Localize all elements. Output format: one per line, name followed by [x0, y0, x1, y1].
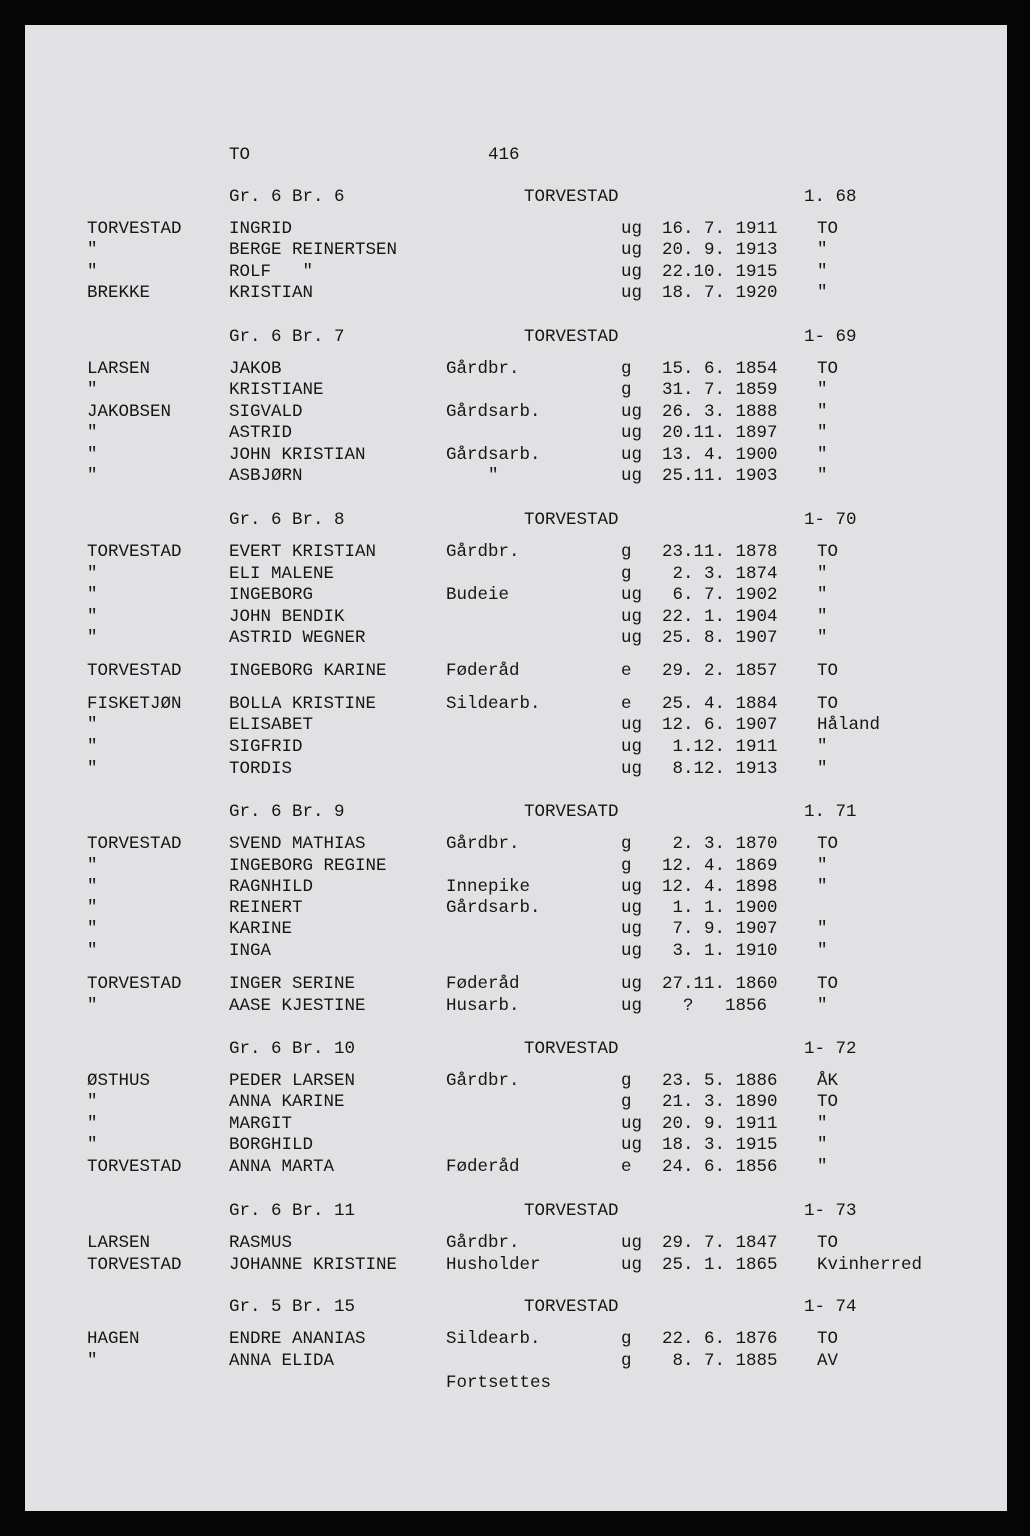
birth-date: 2. 3. 1870: [662, 834, 778, 854]
given-name: RASMUS: [229, 1233, 293, 1253]
birth-date: 16. 7. 1911: [662, 219, 778, 239]
occupation: Sildearb.: [446, 1329, 541, 1349]
status: ug: [621, 445, 643, 465]
occupation: Føderåd: [446, 661, 520, 681]
table-row: [25, 1070, 1007, 1092]
given-name: INGER SERINE: [229, 974, 356, 994]
given-name: SVEND MATHIAS: [229, 834, 366, 854]
birth-date: 22.10. 1915: [662, 262, 778, 282]
section-header: [25, 1038, 1007, 1060]
occupation: Gårdbr.: [446, 1071, 520, 1091]
birth-date: 20.11. 1897: [662, 423, 778, 443]
given-name: ANNA ELIDA: [229, 1351, 335, 1371]
birthplace: ": [817, 628, 828, 648]
birthplace: ": [817, 283, 828, 303]
status: ug: [621, 877, 643, 897]
table-row: [25, 940, 1007, 962]
birth-date: 18. 3. 1915: [662, 1135, 778, 1155]
given-name: JOHN KRISTIAN: [229, 445, 366, 465]
occupation: Føderåd: [446, 1157, 520, 1177]
birth-date: 27.11. 1860: [662, 974, 778, 994]
birth-date: 24. 6. 1856: [662, 1157, 778, 1177]
table-row: [25, 1134, 1007, 1156]
status: g: [621, 1071, 632, 1091]
birth-date: 1.12. 1911: [662, 737, 778, 757]
status: ug: [621, 974, 643, 994]
surname: ": [87, 380, 98, 400]
birthplace: ": [817, 423, 828, 443]
occupation: Innepike: [446, 877, 531, 897]
table-row: [25, 855, 1007, 877]
farm-place: TORVESTAD: [524, 1039, 619, 1059]
surname: TORVESTAD: [87, 974, 182, 994]
birthplace: TO: [817, 834, 839, 854]
birth-date: 26. 3. 1888: [662, 402, 778, 422]
table-row: [25, 758, 1007, 780]
table-row: [25, 627, 1007, 649]
status: ug: [621, 283, 643, 303]
status: ug: [621, 941, 643, 961]
surname: FISKETJØN: [87, 694, 182, 714]
given-name: JOHANNE KRISTINE: [229, 1255, 398, 1275]
table-row: [25, 693, 1007, 715]
given-name: KRISTIANE: [229, 380, 324, 400]
table-row: [25, 379, 1007, 401]
birth-date: 13. 4. 1900: [662, 445, 778, 465]
table-row: [25, 1113, 1007, 1135]
table-row: [25, 1350, 1007, 1372]
status: g: [621, 1351, 632, 1371]
given-name: INGA: [229, 941, 272, 961]
farm-reference: Gr. 6 Br. 10: [229, 1039, 356, 1059]
given-name: SIGFRID: [229, 737, 303, 757]
birthplace: ": [817, 607, 828, 627]
status: ug: [621, 240, 643, 260]
status: ug: [621, 219, 643, 239]
table-row: [25, 218, 1007, 240]
section-header: [25, 801, 1007, 823]
given-name: ROLF ": [229, 262, 314, 282]
surname: HAGEN: [87, 1329, 140, 1349]
status: ug: [621, 1114, 643, 1134]
status: ug: [621, 996, 643, 1016]
section-header: [25, 1200, 1007, 1222]
surname: ": [87, 423, 98, 443]
surname: TORVESTAD: [87, 834, 182, 854]
farm-place: TORVESTAD: [524, 187, 619, 207]
given-name: INGEBORG REGINE: [229, 856, 387, 876]
given-name: ANNA KARINE: [229, 1092, 345, 1112]
surname: ": [87, 564, 98, 584]
table-row: [25, 918, 1007, 940]
table-row: [25, 465, 1007, 487]
occupation: Budeie: [446, 585, 510, 605]
status: g: [621, 542, 632, 562]
surname: BREKKE: [87, 283, 151, 303]
birthplace: Kvinherred: [817, 1255, 923, 1275]
birthplace: ": [817, 402, 828, 422]
surname: ": [87, 996, 98, 1016]
table-row: [25, 606, 1007, 628]
birthplace: ": [817, 1135, 828, 1155]
birthplace: TO: [817, 974, 839, 994]
given-name: KRISTIAN: [229, 283, 314, 303]
birth-date: 20. 9. 1911: [662, 1114, 778, 1134]
status: g: [621, 1092, 632, 1112]
birth-date: 18. 7. 1920: [662, 283, 778, 303]
given-name: MARGIT: [229, 1114, 293, 1134]
status: ug: [621, 919, 643, 939]
birth-date: 1. 1. 1900: [662, 898, 778, 918]
status: g: [621, 380, 632, 400]
status: ug: [621, 628, 643, 648]
status: ug: [621, 898, 643, 918]
table-row: [25, 876, 1007, 898]
surname: ": [87, 856, 98, 876]
entry-number: 1. 71: [804, 802, 857, 822]
surname: ": [87, 877, 98, 897]
status: ug: [621, 1135, 643, 1155]
occupation: Husarb.: [446, 996, 520, 1016]
birthplace: ": [817, 466, 828, 486]
table-row: [25, 584, 1007, 606]
birthplace: Håland: [817, 715, 881, 735]
table-row: [25, 736, 1007, 758]
given-name: JOHN BENDIK: [229, 607, 345, 627]
status: ug: [621, 585, 643, 605]
birthplace: ": [817, 919, 828, 939]
given-name: BORGHILD: [229, 1135, 314, 1155]
birth-date: 12. 4. 1898: [662, 877, 778, 897]
occupation: Sildearb.: [446, 694, 541, 714]
given-name: ASTRID: [229, 423, 293, 443]
birth-date: 15. 6. 1854: [662, 359, 778, 379]
surname: ": [87, 628, 98, 648]
table-row: [25, 282, 1007, 304]
entry-number: 1- 69: [804, 327, 857, 347]
surname: ": [87, 1092, 98, 1112]
table-row: [25, 444, 1007, 466]
entry-number: 1- 70: [804, 510, 857, 530]
birthplace: TO: [817, 359, 839, 379]
birthplace: TO: [817, 1329, 839, 1349]
table-row: [25, 422, 1007, 444]
surname: ": [87, 466, 98, 486]
birth-date: ? 1856: [662, 996, 768, 1016]
table-row: [25, 401, 1007, 423]
table-row: [25, 833, 1007, 855]
entry-number: 1- 73: [804, 1201, 857, 1221]
birth-date: 29. 2. 1857: [662, 661, 778, 681]
section-header: [25, 326, 1007, 348]
entry-number: 1- 72: [804, 1039, 857, 1059]
given-name: ELISABET: [229, 715, 314, 735]
given-name: REINERT: [229, 898, 303, 918]
farm-reference: Gr. 6 Br. 11: [229, 1201, 356, 1221]
given-name: JAKOB: [229, 359, 282, 379]
birth-date: 22. 6. 1876: [662, 1329, 778, 1349]
birth-date: 25.11. 1903: [662, 466, 778, 486]
given-name: ENDRE ANANIAS: [229, 1329, 366, 1349]
status: g: [621, 564, 632, 584]
surname: ": [87, 445, 98, 465]
surname: ØSTHUS: [87, 1071, 151, 1091]
given-name: SIGVALD: [229, 402, 303, 422]
surname: ": [87, 585, 98, 605]
surname: TORVESTAD: [87, 661, 182, 681]
table-row: [25, 1328, 1007, 1350]
table-row: [25, 541, 1007, 563]
given-name: ASTRID WEGNER: [229, 628, 366, 648]
status: ug: [621, 1233, 643, 1253]
surname: ": [87, 607, 98, 627]
birthplace: ÅK: [817, 1071, 839, 1091]
given-name: TORDIS: [229, 759, 293, 779]
surname: TORVESTAD: [87, 542, 182, 562]
occupation: Gårdsarb.: [446, 402, 541, 422]
farm-place: TORVESTAD: [524, 1201, 619, 1221]
status: ug: [621, 715, 643, 735]
table-row: [25, 973, 1007, 995]
occupation: Gårdsarb.: [446, 445, 541, 465]
surname: ": [87, 1114, 98, 1134]
birth-date: 25. 8. 1907: [662, 628, 778, 648]
status: e: [621, 694, 632, 714]
birthplace: ": [817, 262, 828, 282]
birthplace: AV: [817, 1351, 839, 1371]
birthplace: ": [817, 1157, 828, 1177]
birth-date: 3. 1. 1910: [662, 941, 778, 961]
surname: ": [87, 919, 98, 939]
birth-date: 7. 9. 1907: [662, 919, 778, 939]
surname: ": [87, 715, 98, 735]
given-name: INGEBORG KARINE: [229, 661, 387, 681]
status: e: [621, 1157, 632, 1177]
surname: ": [87, 262, 98, 282]
occupation: Husholder: [446, 1255, 541, 1275]
occupation: Gårdbr.: [446, 542, 520, 562]
table-row: [25, 1091, 1007, 1113]
birthplace: TO: [817, 661, 839, 681]
given-name: RAGNHILD: [229, 877, 314, 897]
given-name: AASE KJESTINE: [229, 996, 366, 1016]
given-name: ANNA MARTA: [229, 1157, 335, 1177]
entry-number: 1. 68: [804, 187, 857, 207]
given-name: INGRID: [229, 219, 293, 239]
surname: ": [87, 1135, 98, 1155]
table-row: [25, 714, 1007, 736]
status: g: [621, 834, 632, 854]
birthplace: ": [817, 941, 828, 961]
farm-reference: Gr. 6 Br. 7: [229, 327, 345, 347]
table-row: [25, 261, 1007, 283]
farm-reference: Gr. 6 Br. 8: [229, 510, 345, 530]
table-row: [25, 897, 1007, 919]
birth-date: 25. 1. 1865: [662, 1255, 778, 1275]
given-name: KARINE: [229, 919, 293, 939]
register-content: [25, 25, 1007, 1511]
birthplace: ": [817, 737, 828, 757]
given-name: EVERT KRISTIAN: [229, 542, 377, 562]
birthplace: TO: [817, 1092, 839, 1112]
birth-date: 12. 6. 1907: [662, 715, 778, 735]
footer-text: Fortsettes: [446, 1373, 552, 1393]
section-header: [25, 509, 1007, 531]
birth-date: 20. 9. 1913: [662, 240, 778, 260]
page-number: 416: [488, 145, 520, 165]
birthplace: ": [817, 240, 828, 260]
occupation: Gårdbr.: [446, 359, 520, 379]
birth-date: 25. 4. 1884: [662, 694, 778, 714]
table-row: [25, 358, 1007, 380]
birth-date: 6. 7. 1902: [662, 585, 778, 605]
birth-date: 23. 5. 1886: [662, 1071, 778, 1091]
status: e: [621, 661, 632, 681]
status: g: [621, 856, 632, 876]
birthplace: ": [817, 380, 828, 400]
section-header: [25, 186, 1007, 208]
given-name: INGEBORG: [229, 585, 314, 605]
occupation: Gårdbr.: [446, 1233, 520, 1253]
surname: LARSEN: [87, 1233, 151, 1253]
birthplace: ": [817, 585, 828, 605]
table-row: [25, 660, 1007, 682]
surname: ": [87, 941, 98, 961]
document-page: [25, 25, 1007, 1511]
birth-date: 8. 7. 1885: [662, 1351, 778, 1371]
birthplace: TO: [817, 694, 839, 714]
occupation: ": [446, 466, 499, 486]
occupation: Føderåd: [446, 974, 520, 994]
birth-date: 31. 7. 1859: [662, 380, 778, 400]
birthplace: TO: [817, 219, 839, 239]
birthplace: ": [817, 445, 828, 465]
birthplace: TO: [817, 542, 839, 562]
given-name: BOLLA KRISTINE: [229, 694, 377, 714]
table-row: [25, 995, 1007, 1017]
status: ug: [621, 466, 643, 486]
surname: ": [87, 1351, 98, 1371]
entry-number: 1- 74: [804, 1297, 857, 1317]
given-name: PEDER LARSEN: [229, 1071, 356, 1091]
birthplace: ": [817, 996, 828, 1016]
status: ug: [621, 262, 643, 282]
farm-place: TORVESTAD: [524, 510, 619, 530]
surname: ": [87, 240, 98, 260]
table-row: [25, 239, 1007, 261]
table-row: [25, 563, 1007, 585]
status: ug: [621, 1255, 643, 1275]
birth-date: 21. 3. 1890: [662, 1092, 778, 1112]
given-name: ELI MALENE: [229, 564, 335, 584]
birthplace: ": [817, 877, 828, 897]
farm-reference: Gr. 6 Br. 9: [229, 802, 345, 822]
status: g: [621, 359, 632, 379]
surname: ": [87, 737, 98, 757]
birth-date: 12. 4. 1869: [662, 856, 778, 876]
birth-date: 29. 7. 1847: [662, 1233, 778, 1253]
birthplace: ": [817, 856, 828, 876]
table-row: [25, 1232, 1007, 1254]
surname: JAKOBSEN: [87, 402, 172, 422]
page-heading: [25, 144, 1007, 166]
table-row: [25, 1254, 1007, 1276]
status: g: [621, 1329, 632, 1349]
occupation: Gårdbr.: [446, 834, 520, 854]
status: ug: [621, 423, 643, 443]
surname: LARSEN: [87, 359, 151, 379]
surname: TORVESTAD: [87, 1255, 182, 1275]
farm-reference: Gr. 5 Br. 15: [229, 1297, 356, 1317]
footer-note: [25, 1372, 1007, 1394]
birth-date: 8.12. 1913: [662, 759, 778, 779]
farm-place: TORVESTAD: [524, 1297, 619, 1317]
farm-place: TORVESTAD: [524, 327, 619, 347]
status: ug: [621, 759, 643, 779]
birth-date: 23.11. 1878: [662, 542, 778, 562]
birthplace: ": [817, 759, 828, 779]
surname: ": [87, 759, 98, 779]
birthplace: TO: [817, 1233, 839, 1253]
status: ug: [621, 607, 643, 627]
status: ug: [621, 737, 643, 757]
surname: ": [87, 898, 98, 918]
farm-reference: Gr. 6 Br. 6: [229, 187, 345, 207]
page-id: TO: [229, 145, 251, 165]
given-name: ASBJØRN: [229, 466, 303, 486]
status: ug: [621, 402, 643, 422]
birth-date: 2. 3. 1874: [662, 564, 778, 584]
birth-date: 22. 1. 1904: [662, 607, 778, 627]
surname: TORVESTAD: [87, 219, 182, 239]
given-name: BERGE REINERTSEN: [229, 240, 398, 260]
section-header: [25, 1296, 1007, 1318]
table-row: [25, 1156, 1007, 1178]
occupation: Gårdsarb.: [446, 898, 541, 918]
farm-place: TORVESATD: [524, 802, 619, 822]
birthplace: ": [817, 1114, 828, 1134]
surname: TORVESTAD: [87, 1157, 182, 1177]
birthplace: ": [817, 564, 828, 584]
